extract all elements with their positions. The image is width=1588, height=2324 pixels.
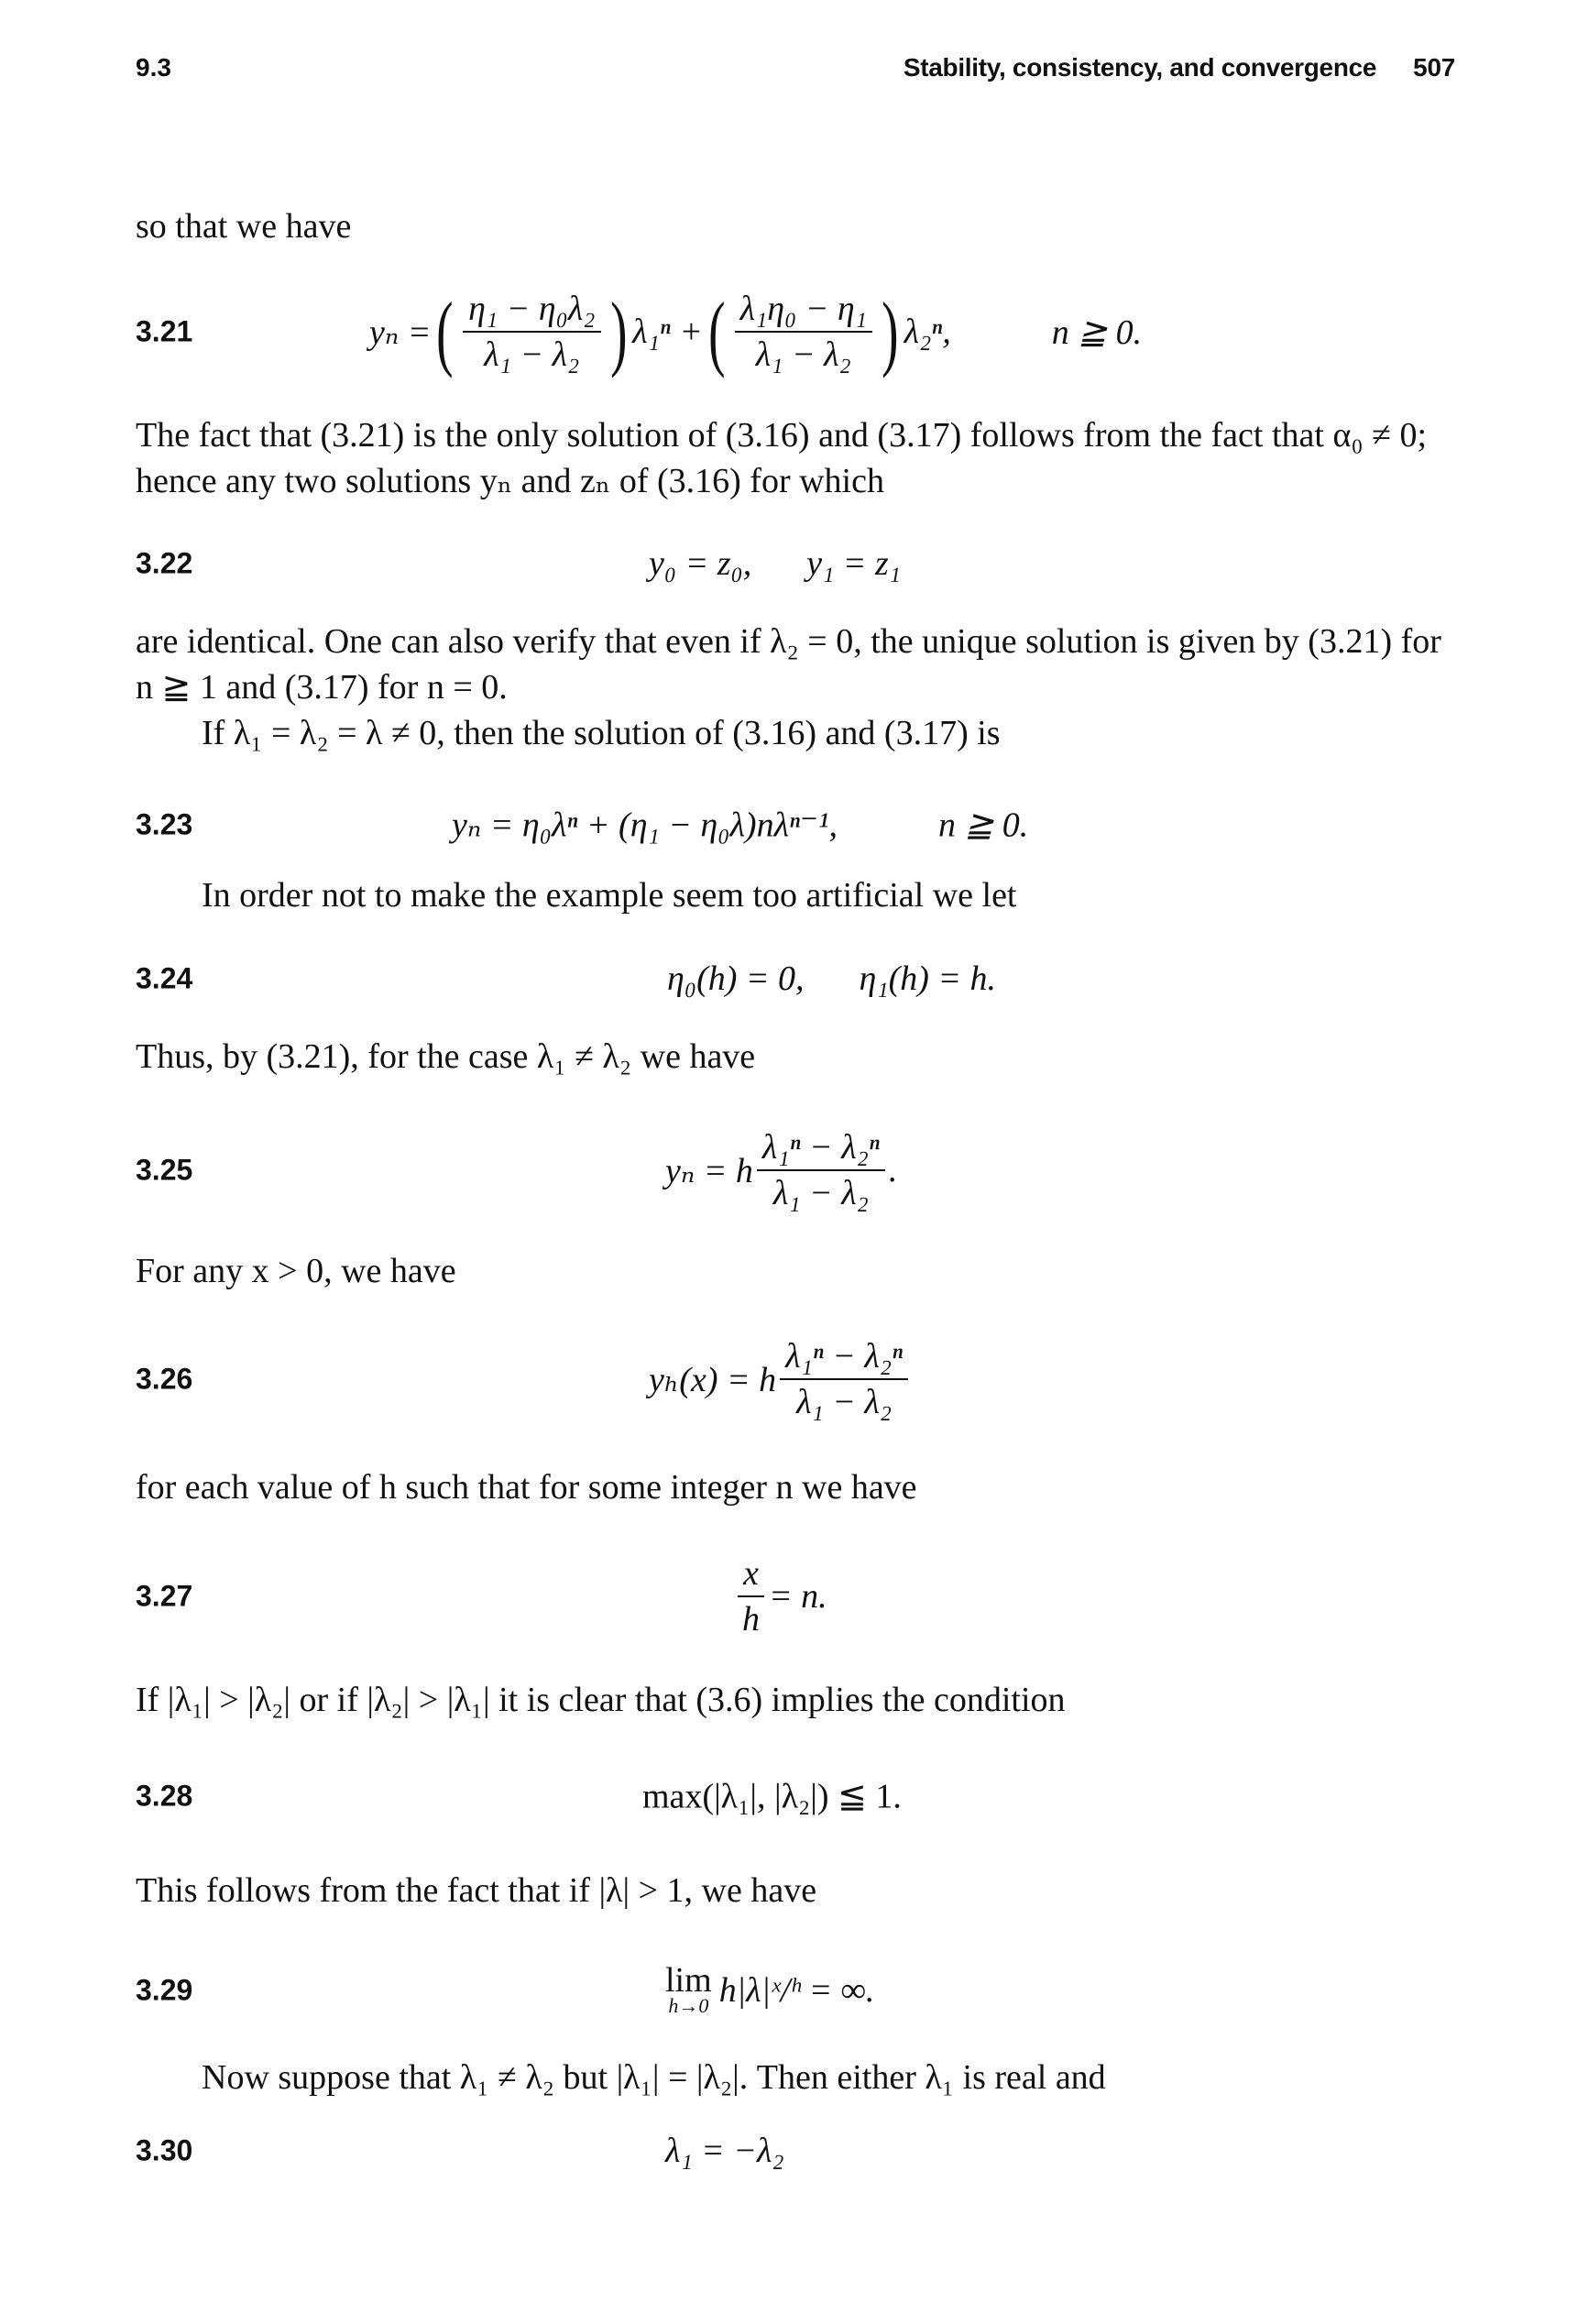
fraction	[463, 290, 600, 373]
fraction	[737, 1555, 765, 1638]
paragraph-9: If |λ₁| > |λ₂| or if |λ₂| > |λ₁| it is clear that (3.6) implies the condition	[136, 1681, 1066, 1719]
equation-3-21	[136, 277, 1455, 387]
equation-3-22	[136, 509, 1455, 619]
equation-3-29	[136, 1935, 1455, 2045]
equation-body	[369, 285, 1143, 378]
eq-part-b: η₁(h) = h.	[859, 959, 997, 998]
page-number: 507	[1413, 53, 1455, 82]
paragraph-5: In order not to make the example seem too artificial we let	[202, 876, 1017, 915]
eq-lhs: yₙ = h	[665, 1151, 753, 1190]
paragraph-3: are identical. One can also verify that even if λ₂ = 0, the unique solution is given by (3.21) for n ≧ 1 and (3.17) for n = 0.	[136, 622, 1441, 707]
paragraph-6: Thus, by (3.21), for the case λ₁ ≠ λ₂ we have	[136, 1037, 756, 1076]
equation-number: 3.30	[136, 2133, 193, 2167]
paragraph-1: so that we have	[136, 207, 352, 246]
equation-number: 3.27	[136, 1579, 193, 1613]
running-header	[904, 53, 1455, 82]
equation-body	[452, 805, 1028, 846]
numerator: λ₁ⁿ − λ₂ⁿ	[780, 1338, 908, 1380]
equation-body	[649, 1338, 912, 1420]
fraction	[780, 1338, 908, 1420]
lim-label: lim	[665, 1961, 712, 2000]
eq-tail: .	[888, 1151, 898, 1189]
eq-term: λ₂ⁿ,	[904, 312, 951, 351]
right-paren: )	[882, 285, 899, 378]
denominator: λ₁ − λ₂	[772, 1174, 869, 1212]
equation-body	[642, 1776, 902, 1817]
paragraph-11: Now suppose that λ₁ ≠ λ₂ but |λ₁| = |λ₂|. Then either λ₁ is real and	[202, 2058, 1106, 2097]
eq-part-b: y₁ = z₁	[806, 544, 901, 583]
lim-subscript: h→0	[668, 1994, 709, 2017]
eq-lhs: yₙ =	[369, 312, 432, 352]
equation-number: 3.23	[136, 807, 193, 841]
equation-number: 3.22	[136, 546, 193, 580]
equation-body	[665, 2131, 784, 2171]
left-paren: (	[708, 285, 726, 378]
equation-number: 3.29	[136, 1973, 193, 2007]
eq-lhs: yₕ(x) = h	[649, 1360, 777, 1399]
paragraph-10: This follows from the fact that if |λ| > 1, we have	[136, 1871, 817, 1910]
equation-3-23	[136, 770, 1455, 880]
paragraph-7: For any x > 0, we have	[136, 1252, 456, 1290]
limit-operator	[665, 1961, 712, 2017]
equation-number: 3.25	[136, 1153, 193, 1187]
numerator: λ₁ⁿ − λ₂ⁿ	[757, 1129, 885, 1171]
right-paren: )	[609, 285, 628, 378]
paragraph-2: The fact that (3.21) is the only solution of (3.16) and (3.17) follows from the fact that α₀ ≠ 0; hence any two solutions yₙ and zₙ of (3.16) for which	[136, 416, 1428, 500]
denominator: λ₁ − λ₂	[796, 1383, 893, 1421]
equation-body	[649, 543, 901, 584]
equation-number: 3.28	[136, 1779, 193, 1813]
eq-part-a: y₀ = z₀,	[649, 544, 752, 583]
numerator: η₁ − η₀λ₂	[463, 290, 600, 333]
fraction	[735, 290, 872, 373]
fraction	[757, 1129, 885, 1211]
equation-number: 3.21	[136, 314, 193, 348]
equation-number: 3.24	[136, 961, 193, 995]
numerator: x	[738, 1555, 764, 1597]
paragraph-8: for each value of h such that for some integer n we have	[136, 1468, 917, 1507]
denominator: λ₁ − λ₂	[484, 335, 580, 374]
eq-expression: λ₁ = −λ₂	[665, 2132, 784, 2170]
eq-rhs: = n.	[769, 1577, 827, 1616]
equation-3-30	[136, 2100, 1455, 2201]
eq-expression: h|λ|ˣ/ʰ = ∞.	[718, 1971, 875, 2010]
eq-term: λ₁ⁿ +	[632, 312, 703, 351]
equation-3-25	[136, 1111, 1455, 1230]
eq-condition: n ≧ 0.	[937, 806, 1029, 845]
header-title: Stability, consistency, and convergence	[903, 53, 1377, 82]
equation-3-27	[136, 1537, 1455, 1656]
eq-part-a: η₀(h) = 0,	[667, 959, 805, 998]
eq-expression: yₙ = η₀λⁿ + (η₁ − η₀λ)nλⁿ⁻¹,	[452, 806, 838, 845]
numerator: λ₁η₀ − η₁	[735, 290, 872, 333]
equation-body	[665, 1961, 875, 2017]
left-paren: (	[436, 285, 454, 378]
denominator: λ₁ − λ₂	[755, 335, 851, 374]
equation-3-28	[136, 1741, 1455, 1851]
equation-3-26	[136, 1320, 1455, 1439]
equation-body	[665, 1129, 897, 1211]
equation-body	[733, 1555, 827, 1638]
equation-3-24	[136, 924, 1455, 1034]
eq-condition: n ≧ 0.	[1051, 312, 1143, 352]
section-number: 9.3	[136, 53, 171, 82]
denominator: h	[742, 1600, 760, 1639]
equation-body	[667, 959, 996, 999]
equation-number: 3.26	[136, 1362, 193, 1396]
eq-expression: max(|λ₁|, |λ₂|) ≦ 1.	[642, 1777, 902, 1816]
paragraph-4: If λ₁ = λ₂ = λ ≠ 0, then the solution of (3.16) and (3.17) is	[202, 714, 1001, 752]
